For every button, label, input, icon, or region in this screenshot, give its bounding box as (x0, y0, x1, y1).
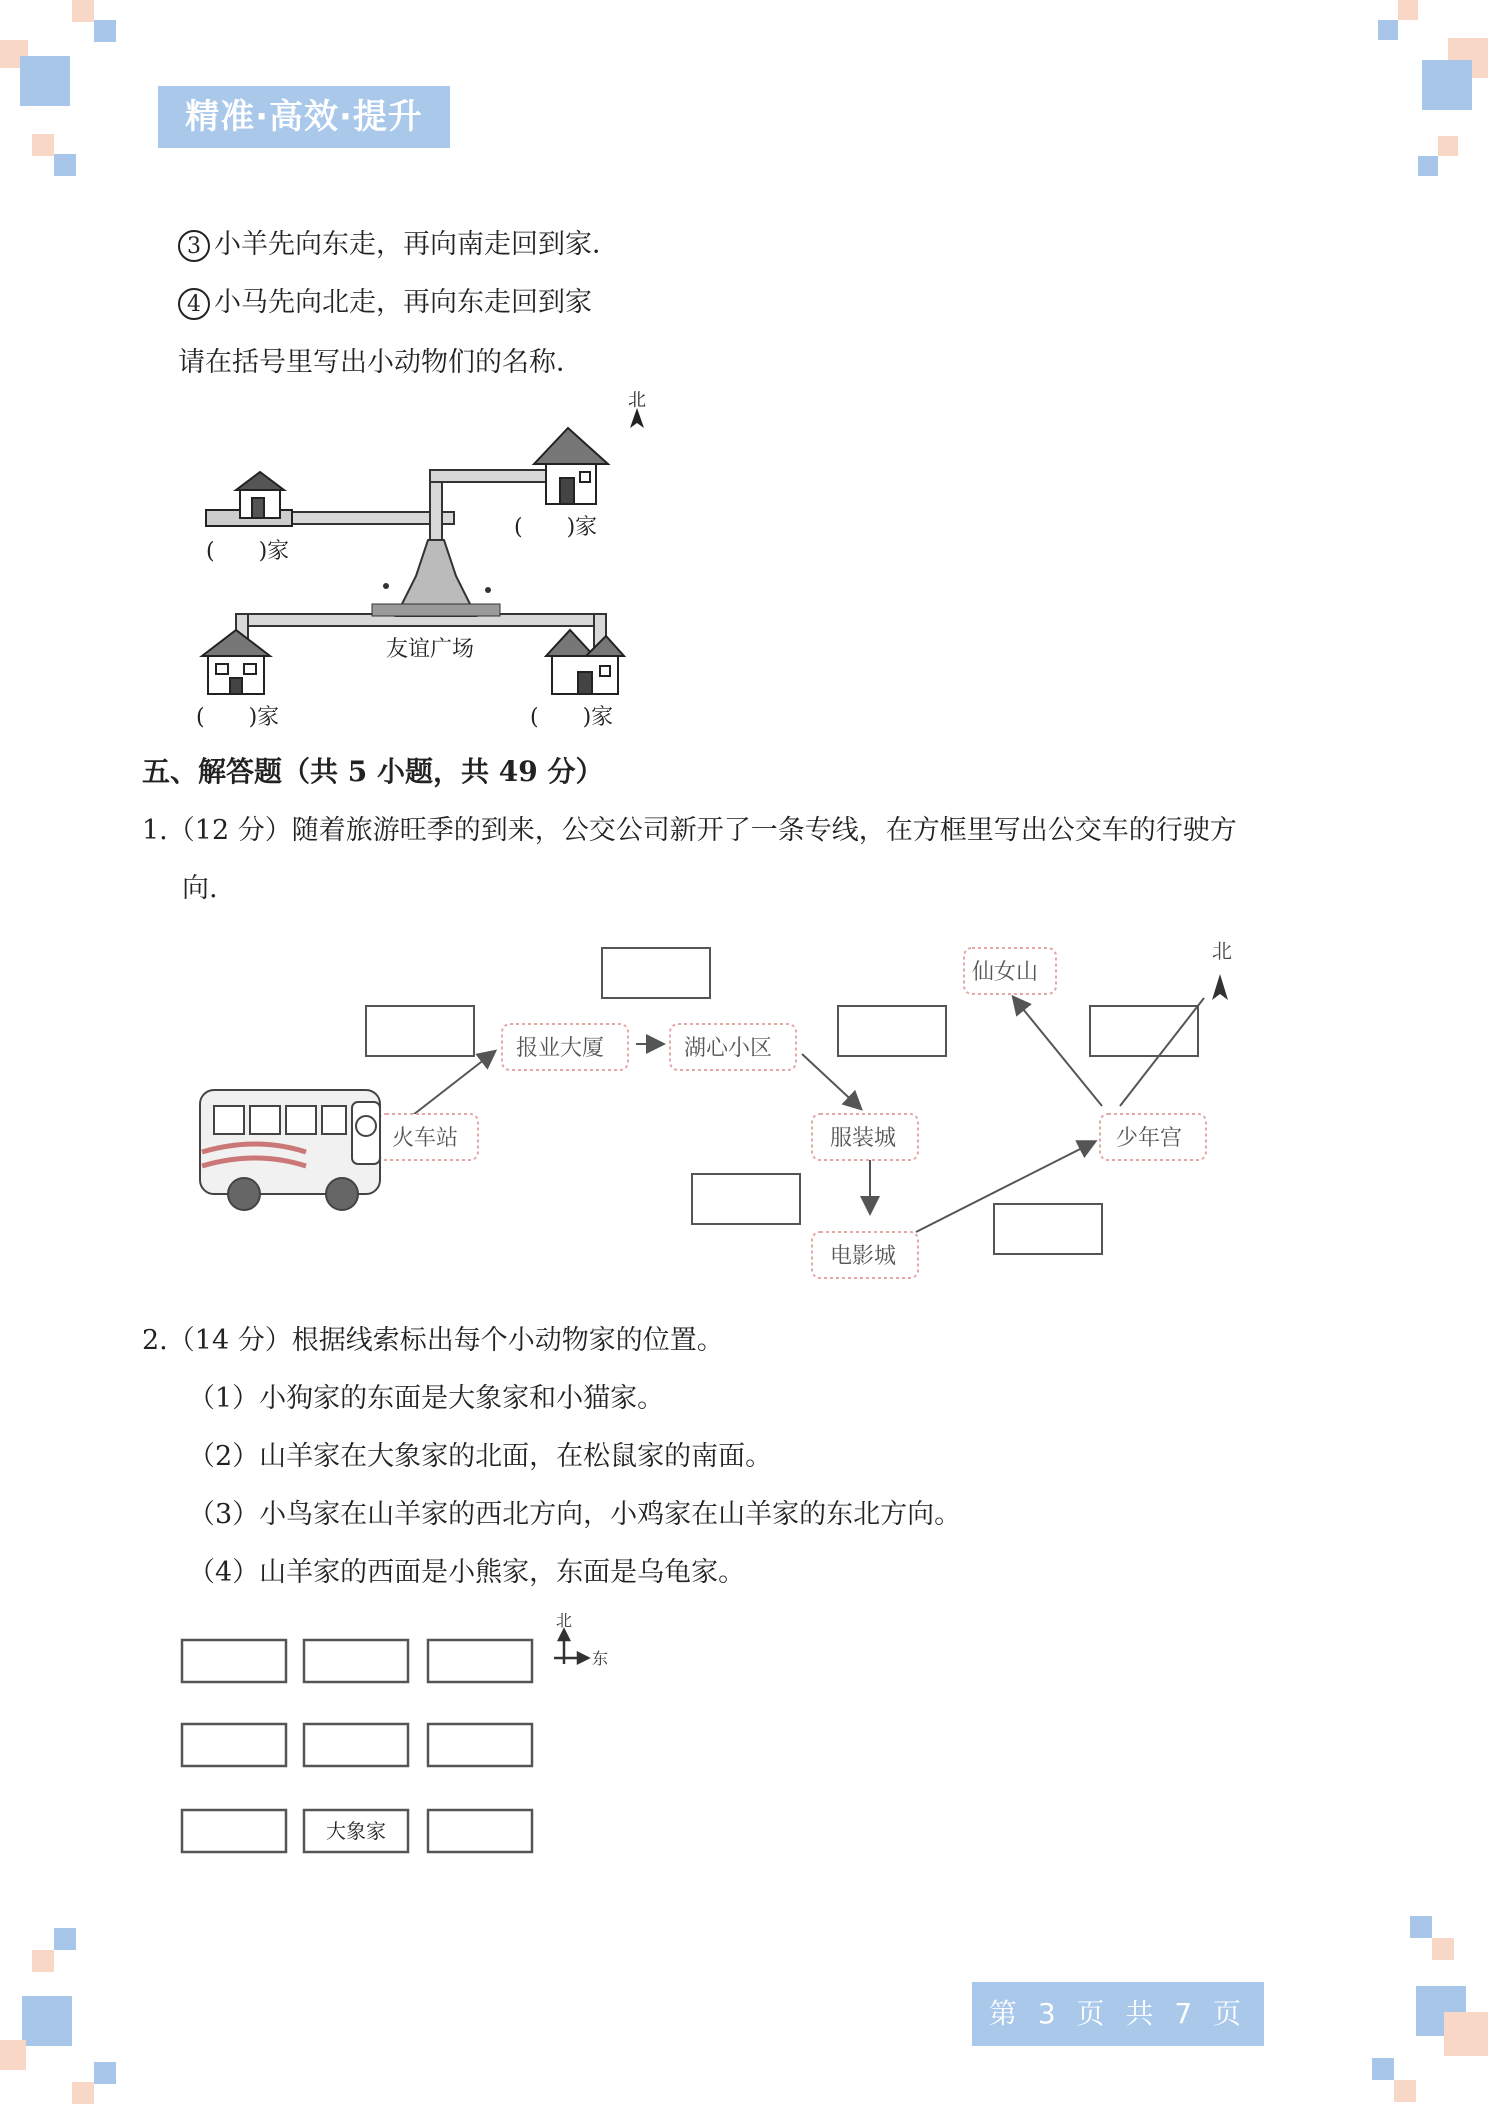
q2-clue-4: （4）山羊家的西面是小熊家，东面是乌龟家。 (188, 1557, 746, 1588)
clue-text-3: 小羊先向东走，再向南走回到家． (214, 229, 619, 260)
compass-icon (554, 1630, 588, 1664)
elephant-home-label: 大象家 (326, 1819, 386, 1843)
q2-line-1: 2.（14 分）根据线索标出每个小动物家的位置。 (142, 1325, 724, 1356)
stop-youth-palace: 少年宫 (1116, 1126, 1183, 1151)
stop-clothing-city: 服装城 (830, 1126, 897, 1151)
answer-boxes (366, 948, 1198, 1254)
stop-lake-heart-community: 湖心小区 (684, 1036, 773, 1061)
house-top-left-icon (206, 472, 292, 526)
clue-item-3 (178, 222, 619, 262)
house-bottom-right-icon (546, 630, 624, 694)
home-label-bottom-right: ( )家 (530, 705, 614, 730)
home-label-top-right: ( )家 (514, 515, 598, 540)
clue-number-4: 4 (178, 288, 210, 320)
house-bottom-left-icon (202, 630, 270, 694)
bus-icon (200, 1090, 380, 1210)
stop-newspaper-building: 报业大厦 (516, 1036, 605, 1061)
square-label: 友谊广场 (386, 637, 475, 662)
clue-item-4 (178, 280, 592, 320)
home-label-bottom-left: ( )家 (196, 705, 280, 730)
bus-route-map (196, 930, 1246, 1290)
north-arrow-icon-q1 (1212, 974, 1228, 1000)
q2-clue-3: （3）小鸟家在山羊家的西北方向，小鸡家在山羊家的东北方向。 (188, 1499, 962, 1530)
north-label-q1: 北 (1212, 939, 1232, 963)
stop-fairy-mountain: 仙女山 (972, 960, 1039, 985)
stop-cinema-city: 电影城 (830, 1244, 897, 1269)
q1-line-1: 1.（12 分）随着旅游旺季的到来，公交公司新开了一条专线，在方框里写出公交车的行驶方 (142, 815, 1237, 846)
friendship-square-map (196, 390, 656, 740)
plaza-icon (372, 540, 500, 616)
section-title: 五、解答题（共 5 小题，共 49 分） (142, 755, 604, 788)
compass-east-label: 东 (592, 1649, 609, 1668)
compass-north-label: 北 (556, 1611, 573, 1630)
clue-number-3: 3 (178, 230, 210, 262)
q2-clue-1: （1）小狗家的东面是大象家和小猫家。 (188, 1383, 665, 1414)
q1-line-2: 向. (182, 873, 218, 904)
north-label: 北 (628, 390, 646, 411)
header-badge: 精准·高效·提升 (158, 86, 450, 148)
house-top-right-icon (534, 428, 608, 504)
instruction-text: 请在括号里写出小动物们的名称． (178, 347, 583, 378)
north-arrow-icon (630, 408, 644, 428)
stop-train-station: 火车站 (392, 1126, 459, 1151)
home-label-top-left: ( )家 (206, 539, 290, 564)
clue-text-4: 小马先向北走，再向东走回到家 (214, 287, 592, 318)
animal-home-grid (176, 1606, 626, 1866)
page-number-footer: 第 3 页 共 7 页 (972, 1982, 1264, 2046)
q2-clue-2: （2）山羊家在大象家的北面，在松鼠家的南面。 (188, 1441, 773, 1472)
